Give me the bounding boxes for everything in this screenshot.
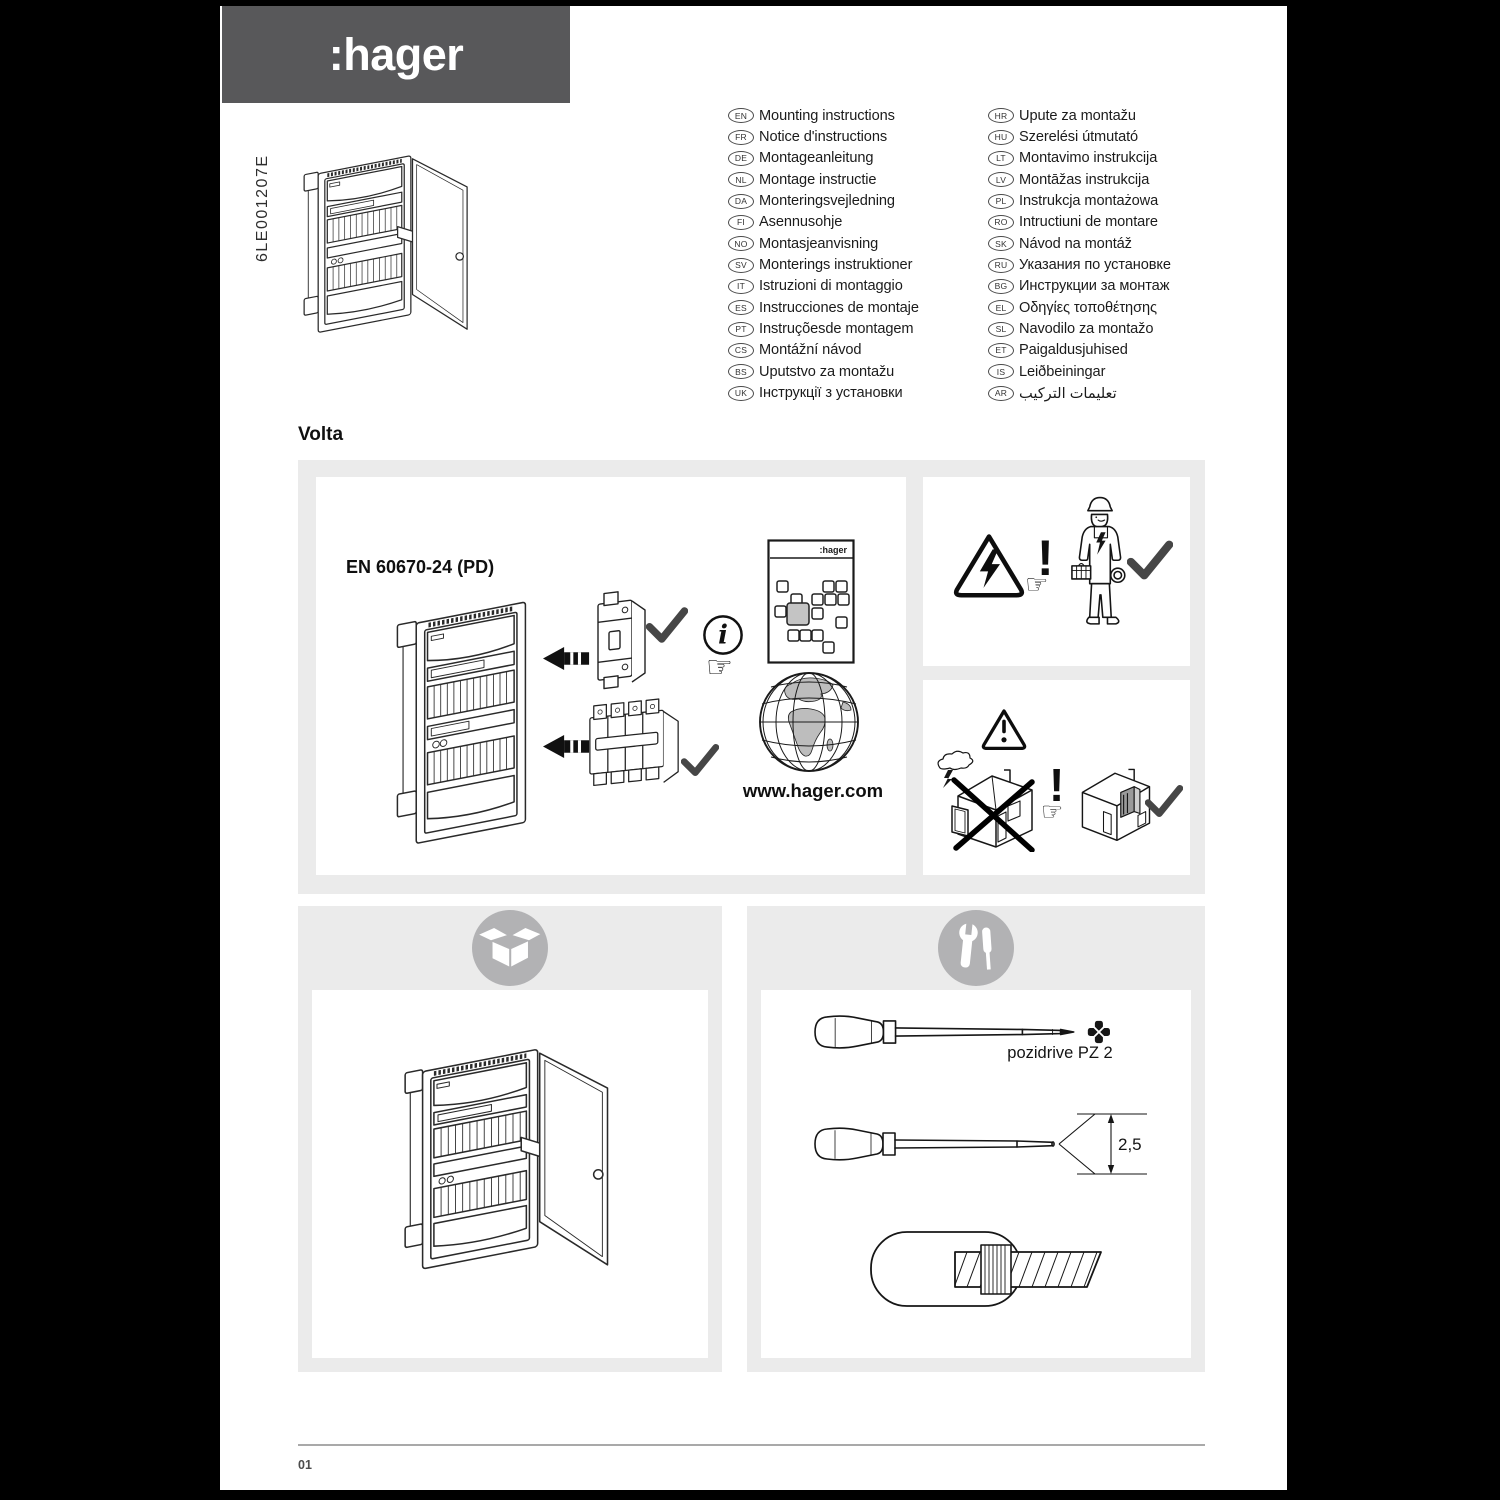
electric-hazard-icon bbox=[952, 532, 1026, 598]
info-icon bbox=[702, 614, 744, 656]
utility-knife-drawing bbox=[863, 1224, 1113, 1316]
language-row-pl bbox=[988, 190, 1206, 211]
language-row-fi bbox=[728, 212, 980, 233]
language-list-column-1 bbox=[728, 105, 980, 404]
check-icon bbox=[681, 741, 719, 779]
indoor-house-drawing bbox=[1075, 756, 1155, 848]
language-code-badge: AR bbox=[988, 386, 1014, 401]
language-row-sv bbox=[728, 254, 980, 275]
product-name: Volta bbox=[298, 424, 344, 445]
language-row-bg bbox=[988, 276, 1206, 297]
page-number: 01 bbox=[298, 1458, 312, 1472]
language-label: Návod na montáž bbox=[1019, 235, 1132, 252]
language-code-badge: FR bbox=[728, 130, 754, 145]
language-label: Instruçõesde montagem bbox=[759, 321, 914, 338]
language-code-badge: ET bbox=[988, 343, 1014, 358]
language-row-no bbox=[728, 233, 980, 254]
mcb-breaker-drawing bbox=[592, 589, 652, 694]
language-row-is bbox=[988, 361, 1206, 382]
language-label: Asennusohje bbox=[759, 214, 843, 231]
language-label: Montavimo instrukcija bbox=[1019, 150, 1158, 167]
language-row-cs bbox=[728, 340, 980, 361]
language-code-badge: EL bbox=[988, 300, 1014, 315]
language-code-badge: RU bbox=[988, 258, 1014, 273]
language-row-pt bbox=[728, 318, 980, 339]
language-code-badge: EN bbox=[728, 108, 754, 123]
language-code-badge: HU bbox=[988, 130, 1014, 145]
package-icon bbox=[472, 910, 548, 986]
language-label: Montageanleitung bbox=[759, 150, 874, 167]
warning-triangle-icon bbox=[981, 708, 1027, 750]
language-row-en bbox=[728, 105, 980, 126]
language-label: Upute za montažu bbox=[1019, 107, 1136, 124]
language-code-badge: DA bbox=[728, 194, 754, 209]
language-code-badge: IS bbox=[988, 364, 1014, 379]
pointing-hand-icon: ☞ bbox=[1041, 798, 1064, 826]
insert-arrow-icon bbox=[543, 646, 591, 671]
document-code: 6LE001207E bbox=[254, 154, 271, 262]
exclamation-mark: ! bbox=[1049, 759, 1065, 811]
check-icon bbox=[646, 605, 688, 645]
language-code-badge: NL bbox=[728, 172, 754, 187]
instruction-page bbox=[220, 6, 1287, 1490]
enclosure-open-door-drawing bbox=[400, 1016, 626, 1302]
language-row-bs bbox=[728, 361, 980, 382]
language-label: تعليمات التركيب bbox=[1019, 385, 1117, 402]
hager-logo-bar bbox=[222, 6, 570, 103]
language-code-badge: FI bbox=[728, 215, 754, 230]
language-label: Інструкції з установки bbox=[759, 385, 903, 402]
pointing-hand-icon: ☞ bbox=[1025, 569, 1049, 599]
language-label: Instrukcja montażowa bbox=[1019, 193, 1159, 210]
indoor-use-panel bbox=[923, 680, 1190, 875]
language-row-sl bbox=[988, 318, 1206, 339]
language-label: Instrucciones de montaje bbox=[759, 299, 919, 316]
language-label: Οδηγίες τοποθέτησης bbox=[1019, 299, 1157, 316]
language-row-fr bbox=[728, 126, 980, 147]
language-label: Montážní návod bbox=[759, 342, 862, 359]
required-tools-panel bbox=[761, 990, 1191, 1358]
language-row-lv bbox=[988, 169, 1206, 190]
language-code-badge: HR bbox=[988, 108, 1014, 123]
electrician-figure bbox=[1071, 493, 1129, 635]
language-label: Szerelési útmutató bbox=[1019, 129, 1139, 146]
language-code-badge: UK bbox=[728, 386, 754, 401]
language-row-hu bbox=[988, 126, 1206, 147]
language-code-badge: BG bbox=[988, 279, 1014, 294]
rcd-breaker-drawing bbox=[586, 697, 683, 794]
language-label: Montasjeanvisning bbox=[759, 235, 879, 252]
language-code-badge: BS bbox=[728, 364, 754, 379]
language-code-badge: RO bbox=[988, 215, 1014, 230]
package-contents-panel bbox=[312, 990, 708, 1358]
language-code-badge: SL bbox=[988, 322, 1014, 337]
insert-arrow-icon bbox=[543, 734, 591, 759]
language-row-et bbox=[988, 340, 1206, 361]
language-label: Montāžas instrukcija bbox=[1019, 171, 1150, 188]
language-row-nl bbox=[728, 169, 980, 190]
package-contents-section bbox=[298, 906, 722, 1372]
globe-icon bbox=[757, 670, 861, 774]
flat-screwdriver-drawing bbox=[811, 1106, 1151, 1186]
language-row-hr bbox=[988, 105, 1206, 126]
language-label: Istruzioni di montaggio bbox=[759, 278, 903, 295]
hager-leaflet-icon bbox=[767, 539, 855, 664]
svg-text:i: i bbox=[718, 620, 728, 651]
language-row-el bbox=[988, 297, 1206, 318]
language-code-badge: LV bbox=[988, 172, 1014, 187]
qualified-electrician-panel bbox=[923, 477, 1190, 666]
required-tools-section bbox=[747, 906, 1205, 1372]
pointing-hand-icon: ☞ bbox=[706, 651, 733, 684]
language-code-badge: PT bbox=[728, 322, 754, 337]
language-code-badge: NO bbox=[728, 236, 754, 251]
language-row-ru bbox=[988, 254, 1206, 275]
svg-text::hager: :hager bbox=[819, 545, 847, 555]
language-label: Navodilo za montažo bbox=[1019, 321, 1154, 338]
language-label: Mounting instructions bbox=[759, 107, 895, 124]
language-label: Uputstvo za montažu bbox=[759, 363, 895, 380]
enclosure-open-door-drawing bbox=[300, 138, 482, 350]
language-row-ro bbox=[988, 212, 1206, 233]
overview-section bbox=[298, 460, 1205, 894]
enclosure-frame-drawing bbox=[388, 577, 548, 869]
language-label: Указания по установке bbox=[1019, 257, 1171, 274]
language-list-column-2 bbox=[988, 105, 1206, 404]
language-label: Montage instructie bbox=[759, 171, 877, 188]
exclamation-mark: ! bbox=[1037, 530, 1054, 586]
compatibility-panel bbox=[316, 477, 906, 875]
language-code-badge: LT bbox=[988, 151, 1014, 166]
language-label: Leiðbeiningar bbox=[1019, 363, 1106, 380]
language-row-sk bbox=[988, 233, 1206, 254]
language-code-badge: SK bbox=[988, 236, 1014, 251]
pozidrive-label: pozidrive PZ 2 bbox=[1007, 1044, 1113, 1062]
language-label: Инструкции за монтаж bbox=[1019, 278, 1170, 295]
outdoor-house-crossed-drawing bbox=[933, 750, 1045, 852]
check-icon bbox=[1145, 780, 1183, 822]
footer-divider bbox=[298, 1444, 1205, 1446]
language-code-badge: PL bbox=[988, 194, 1014, 209]
language-row-es bbox=[728, 297, 980, 318]
language-code-badge: CS bbox=[728, 343, 754, 358]
language-label: Monterings instruktioner bbox=[759, 257, 913, 274]
language-label: Paigaldusjuhised bbox=[1019, 342, 1128, 359]
svg-text:2,5: 2,5 bbox=[1118, 1135, 1142, 1154]
language-row-it bbox=[728, 276, 980, 297]
language-row-ar bbox=[988, 382, 1206, 403]
language-code-badge: ES bbox=[728, 300, 754, 315]
language-code-badge: SV bbox=[728, 258, 754, 273]
language-row-lt bbox=[988, 148, 1206, 169]
check-icon bbox=[1127, 537, 1173, 583]
language-label: Intructiuni de montare bbox=[1019, 214, 1158, 231]
standard-label: EN 60670-24 (PD) bbox=[346, 557, 495, 577]
language-code-badge: DE bbox=[728, 151, 754, 166]
language-row-da bbox=[728, 190, 980, 211]
language-code-badge: IT bbox=[728, 279, 754, 294]
language-row-de bbox=[728, 148, 980, 169]
website-url: www.hager.com bbox=[742, 780, 884, 801]
hager-logo: :hager bbox=[328, 28, 464, 80]
language-label: Notice d'instructions bbox=[759, 129, 888, 146]
language-label: Monteringsvejledning bbox=[759, 193, 895, 210]
language-row-uk bbox=[728, 382, 980, 403]
tools-icon bbox=[938, 910, 1014, 986]
